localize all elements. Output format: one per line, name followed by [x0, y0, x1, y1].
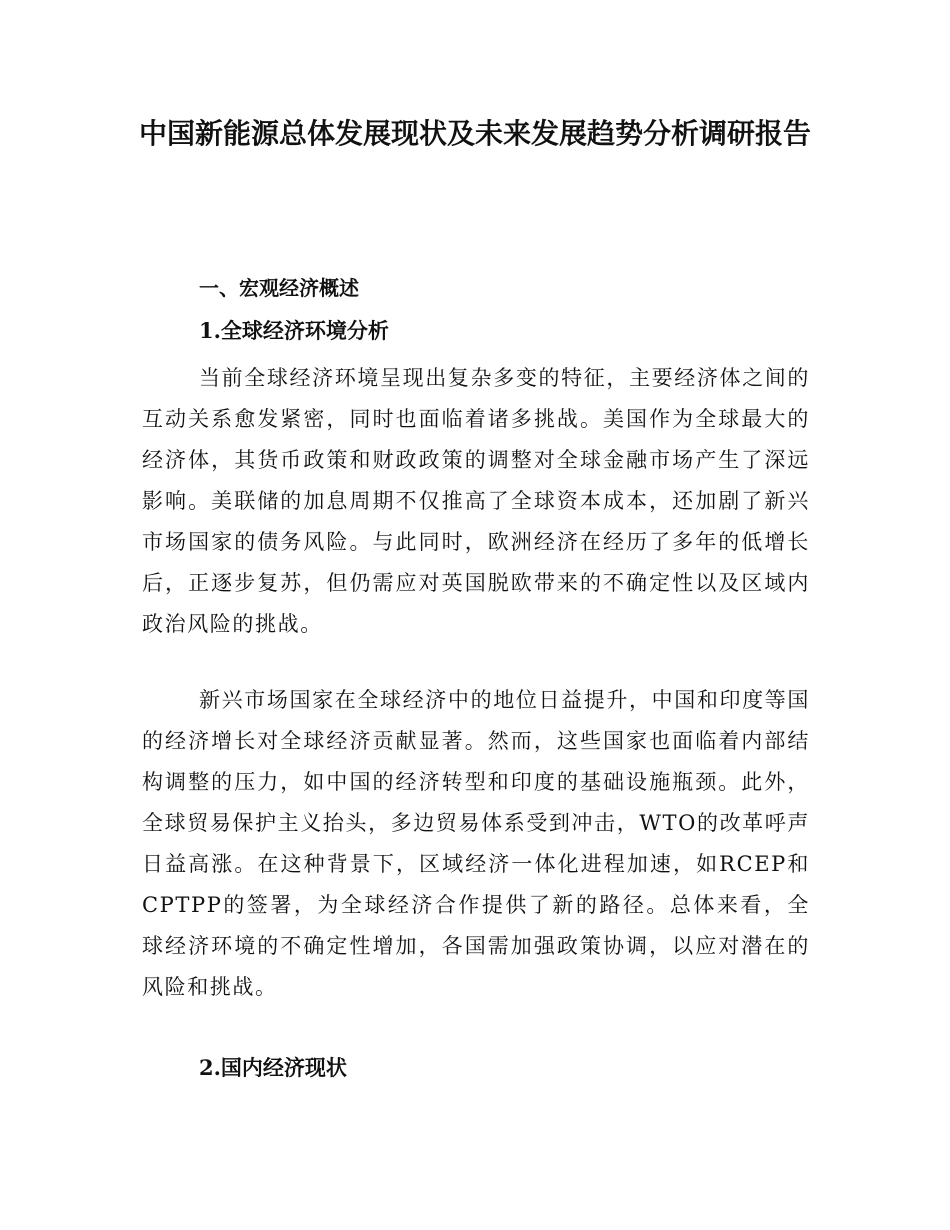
paragraph-global-economy-2: 新兴市场国家在全球经济中的地位日益提升，中国和印度等国的经济增长对全球经济贡献显著。然而，这些国家也面临着内部结构调整的压力，如中国的经济转型和印度的基础设施瓶颈。此外，全球贸易保护主义抬头，多边贸易体系受到冲击，WTO的改革呼声日益高涨。在这种背景下，区域经济一体化进程加速，如RCEP和CPTPP的签署，为全球经济合作提供了新的路径。总体来看，全球经济环境的不确定性增加，各国需加强政策协调，以应对潜在的风险和挑战。: [142, 688, 810, 999]
subsection-heading-domestic-economy: 2.国内经济现状: [199, 1055, 347, 1080]
section-heading-macro-economy: 一、宏观经济概述: [199, 276, 359, 300]
document-title: 中国新能源总体发展现状及未来发展趋势分析调研报告: [138, 117, 811, 150]
paragraph-global-economy-1: 当前全球经济环境呈现出复杂多变的特征，主要经济体之间的互动关系愈发紧密，同时也面临着诸多挑战。美国作为全球最大的经济体，其货币政策和财政政策的调整对全球金融市场产生了深远影响。美联储的加息周期不仅推高了全球资本成本，还加剧了新兴市场国家的债务风险。与此同时，欧洲经济在经历了多年的低增长后，正逐步复苏，但仍需应对英国脱欧带来的不确定性以及区域内政治风险的挑战。: [142, 366, 810, 636]
subsection-heading-global-economy: 1.全球经济环境分析: [199, 318, 389, 343]
